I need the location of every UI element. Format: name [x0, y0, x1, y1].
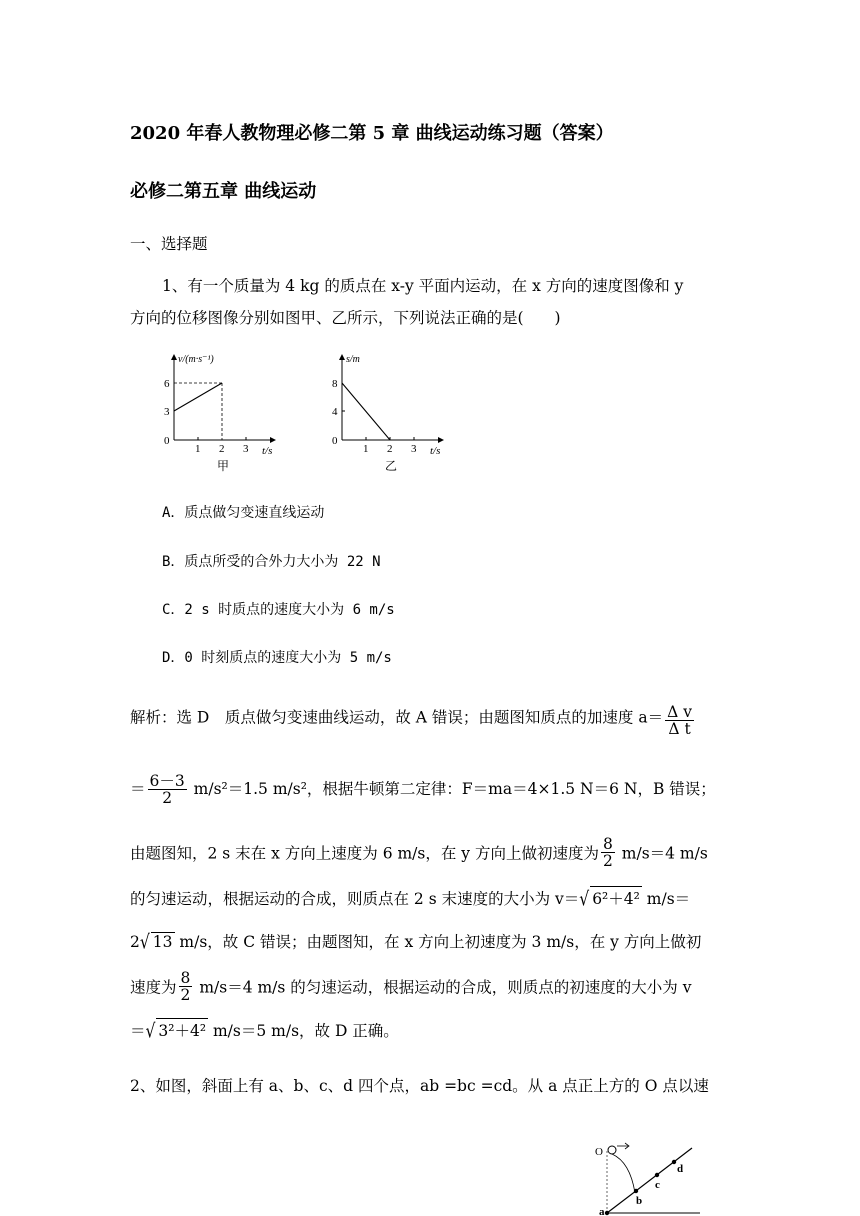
question-1-line-1: 1、有一个质量为 4 kg 的质点在 x-y 平面内运动，在 x 方向的速度图像和 y	[162, 277, 684, 295]
x-axis-label: t/s	[262, 445, 273, 457]
y-tick-6: 6	[164, 378, 170, 390]
label-a: a	[599, 1206, 605, 1216]
displacement-time-graph-yi	[318, 345, 458, 475]
document-title: 2020 年春人教物理必修二第 5 章 曲线运动练习题（答案）	[130, 123, 614, 144]
incline-line	[607, 1148, 692, 1213]
velocity-time-graph-jia	[150, 345, 290, 475]
x-tick-3: 3	[411, 443, 417, 455]
incline-figure	[592, 1138, 702, 1216]
point-a	[605, 1211, 609, 1215]
chapter-title: 必修二第五章 曲线运动	[130, 181, 317, 202]
graph-caption: 甲	[217, 459, 230, 473]
analysis-line-6: 速度为 $\frac{8}{2}$ m/s＝4 m/s 的匀速运动，根据运动的合成，则质点的初速度的大小为 v	[130, 969, 692, 1005]
label-b: b	[636, 1195, 643, 1207]
section-heading: 一、选择题	[130, 235, 208, 253]
label-o: O	[595, 1146, 603, 1158]
point-d	[672, 1160, 676, 1164]
x-tick-1: 1	[195, 443, 201, 455]
x-tick-1: 1	[363, 443, 369, 455]
velocity-line	[174, 383, 222, 411]
option-a: A．质点做匀变速直线运动	[162, 505, 325, 521]
label-d: d	[677, 1163, 684, 1175]
y-tick-8: 8	[332, 378, 338, 390]
y-axis-label: v/(m·s⁻¹)	[178, 354, 214, 365]
x-tick-2: 2	[387, 443, 393, 455]
label-c: c	[655, 1179, 660, 1191]
x-axis-label: t/s	[430, 445, 441, 457]
trajectory	[612, 1154, 635, 1193]
x-tick-2: 2	[219, 443, 225, 455]
analysis-line-7: ＝√ 3²＋4² m/s＝5 m/s，故 D 正确。	[130, 1019, 399, 1043]
analysis-line-1: 解析：选 D 质点做匀变速曲线运动，故 A 错误；由题图知质点的加速度 a＝ $\frac{\text{Δ v}}{\text{Δ t}}$	[130, 703, 692, 739]
analysis-line-4: 的匀速运动，根据运动的合成，则质点在 2 s 末速度的大小为 v＝√ 6²＋4² m/s＝	[130, 887, 691, 911]
y-tick-0: 0	[164, 435, 170, 447]
y-tick-0: 0	[332, 435, 338, 447]
ball-o	[608, 1146, 616, 1154]
analysis-line-5: 2√ 13 m/s，故 C 错误；由题图知，在 x 方向上初速度为 3 m/s，在 y 方向上做初	[130, 930, 702, 954]
question-1-line-2: 方向的位移图像分别如图甲、乙所示，下列说法正确的是( )	[130, 309, 561, 327]
y-tick-3: 3	[164, 406, 170, 418]
question-2-line-1: 2、如图，斜面上有 a、b、c、d 四个点，ab =bc =cd。从 a 点正上方的 O 点以速	[130, 1077, 709, 1095]
analysis-line-2: ＝ $\frac{6-3}{2}$ m/s²＝1.5 m/s²，根据牛顿第二定律：F＝ma＝4×1.5 N＝6 N，B 错误；	[130, 772, 716, 808]
graph-caption: 乙	[385, 459, 398, 473]
option-d: D．0 时刻质点的速度大小为 5 m/s	[162, 650, 392, 666]
option-c: C．2 s 时质点的速度大小为 6 m/s	[162, 602, 395, 618]
x-tick-3: 3	[243, 443, 249, 455]
option-b: B．质点所受的合外力大小为 22 N	[162, 554, 381, 570]
point-c	[655, 1173, 659, 1177]
analysis-line-3: 由题图知，2 s 末在 x 方向上速度为 6 m/s，在 y 方向上做初速度为 $\frac{8}{2}$ m/s＝4 m/s	[130, 835, 708, 871]
y-axis-label: s/m	[346, 354, 360, 365]
point-b	[634, 1189, 638, 1193]
y-tick-4: 4	[332, 406, 338, 418]
displacement-line	[342, 383, 390, 440]
